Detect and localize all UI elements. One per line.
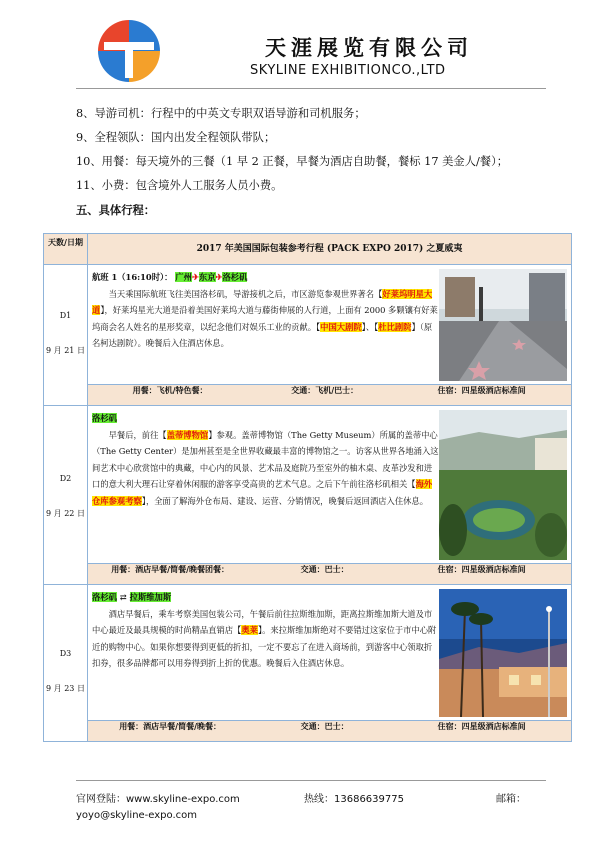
day-cell <box>44 406 88 585</box>
day-date: 9 月 23 日 <box>46 684 85 693</box>
text-run: 】、【 <box>361 321 379 332</box>
day-description <box>92 606 439 672</box>
day-cell <box>44 265 88 406</box>
transport-info: 交通：飞机/巴士： <box>291 384 359 395</box>
highlight-attraction: 海外仓库参观考察 <box>92 479 433 506</box>
day-date: 9 月 22 日 <box>46 509 85 518</box>
text-run: 当天乘国际航班飞往美国洛杉矶，导游接机之后，市区游览参观世界著名【 <box>108 288 383 299</box>
highlight-attraction: 中国大剧院 <box>320 321 362 332</box>
transport-info: 交通：巴士： <box>300 563 349 574</box>
footer-email-label: 邮箱： <box>496 794 526 805</box>
header-divider <box>76 88 546 89</box>
note-item: 8、导游司机：行程中的中英文专职双语导游和司机服务； <box>76 107 366 120</box>
footer-phone: 热线：13686639775 <box>304 794 404 805</box>
highlight-attraction: 奥莱 <box>241 625 258 636</box>
day-meta-row <box>44 720 572 741</box>
highlight-attraction: 杜比剧院 <box>378 321 412 332</box>
hotel-info: 住宿：四星级酒店标准间 <box>437 563 526 574</box>
note-item: 9、全程领队：国内出发全程领队带队； <box>76 131 276 144</box>
day-number: D3 <box>59 649 72 658</box>
text-run: 】参观。盖蒂博物馆（The Getty Museum）所属的盖蒂中心（The Getty Center）是加州甚至是全世界收藏最丰富的博物馆之一。访客从世界各地涌入这间艺术中心欣赏馆中的典藏，中心内的风景、艺术品及庭院乃至室外的柚木桌、皮革沙发和进口的意大利大理石让穿着休闲服的游客享受高贵的艺术气息。之后下午前往洛杉矶相关【 <box>92 429 439 490</box>
footer-divider <box>76 780 546 781</box>
header-title: 2017 年美国国际包装参考行程 (PACK EXPO 2017) 之夏威夷 <box>88 234 572 265</box>
highlight-attraction: 盖蒂博物馆 <box>166 429 209 440</box>
company-name-en: SKYLINE EXHIBITIONCO.,LTD <box>250 63 446 78</box>
itinerary-table <box>43 233 572 742</box>
day-content <box>88 265 572 385</box>
hotel-info: 住宿：四星级酒店标准间 <box>437 384 526 395</box>
route-line <box>92 410 439 427</box>
route-city: 洛杉矶 <box>222 272 248 282</box>
day-cell <box>44 585 88 742</box>
day-text <box>92 269 439 352</box>
day-meta-row <box>44 384 572 405</box>
table-header-row <box>44 234 572 265</box>
table-row <box>44 585 572 721</box>
day-meta <box>88 563 572 584</box>
highlight-attraction: 好莱坞明星大道 <box>92 288 433 316</box>
company-name-cn: 天涯展览有限公司 <box>265 36 473 60</box>
plane-icon: ✈ <box>215 272 223 282</box>
transport-info: 交通：巴士： <box>300 720 349 731</box>
note-item: 10、用餐：每天境外的三餐（1 早 2 正餐，早餐为酒店自助餐，餐标 17 美金人/餐）； <box>76 155 509 168</box>
table-row <box>44 406 572 564</box>
route-city: 拉斯维加斯 <box>129 592 172 602</box>
text-run: 】，好莱坞星光大道是沿着美国好莱坞大道与藤街伸展的人行道，上面有 2000 多颗镶有好莱坞商会名人姓名的星形奖章，以纪念他们对娱乐工业的贡献。【 <box>92 305 438 332</box>
route-city: 洛杉矶 <box>92 413 117 423</box>
meal-info: 用餐：飞机/特色餐： <box>132 384 208 395</box>
day-text <box>92 410 439 510</box>
flight-label: 航班 1（16:10时）： <box>92 272 173 282</box>
text-run: 】。来拉斯维加斯绝对不要错过这家位于市中心附近的购物中心。如果你想要得到更低的折扣，一定不要忘了在进入商场前，到游客中心领取折扣券，很多品牌都可以用券得到折上折的优惠。晚餐后入住酒店休息。 <box>92 625 437 669</box>
plane-icon: ✈ <box>191 272 199 282</box>
page-header <box>0 0 600 88</box>
note-item: 11、小费：包含境外人工服务人员小费。 <box>76 179 283 192</box>
route-line <box>92 269 439 286</box>
day-meta-row <box>44 563 572 584</box>
hotel-info: 住宿：四星级酒店标准间 <box>437 720 526 731</box>
table-row <box>44 265 572 385</box>
day-content <box>88 406 572 564</box>
text-run: 酒店早餐后，乘车考察美国包装公司，午餐后前往拉斯维加斯，距离拉斯维加斯大道及市中心最近及最具规模的时尚精品直销店【 <box>92 608 433 636</box>
route-line <box>92 589 439 606</box>
day-content <box>88 585 572 721</box>
route-city: 广州 <box>175 272 192 282</box>
page-footer <box>76 790 576 821</box>
photo-getty-center <box>439 410 567 560</box>
route-city: 东京 <box>198 272 216 282</box>
text-run: 早餐后，前往【 <box>108 429 167 440</box>
bus-icon: ⇄ <box>119 592 127 602</box>
photo-outlet-mall <box>439 589 567 717</box>
photo-walk-of-fame <box>439 269 567 381</box>
footer-website[interactable]: 官网登陆：www.skyline-expo.com <box>76 794 240 805</box>
header-day: 天数/日期 <box>44 234 88 265</box>
section-title: 五、具体行程： <box>76 203 156 217</box>
footer-email[interactable]: yoyo@skyline-expo.com <box>76 810 198 821</box>
text-run: 】，全面了解海外仓布局、建设、运营、分销情况，晚餐后返回酒店入住休息。 <box>141 495 429 506</box>
day-text <box>92 589 439 672</box>
day-meta <box>88 384 572 405</box>
day-number: D1 <box>59 311 72 320</box>
meal-info: 用餐：酒店早餐/简餐/晚餐团餐： <box>111 563 230 574</box>
day-date: 9 月 21 日 <box>46 346 85 355</box>
service-notes <box>76 102 576 222</box>
day-meta <box>88 720 572 741</box>
route-city: 洛杉矶 <box>92 592 117 602</box>
day-description <box>92 286 439 352</box>
meal-info: 用餐：酒店早餐/简餐/晚餐： <box>119 720 222 731</box>
text-run: 】（原名柯达剧院）。晚餐后入住酒店休息。 <box>92 321 433 349</box>
company-logo <box>96 18 162 84</box>
day-description <box>92 427 439 510</box>
day-number: D2 <box>59 474 72 483</box>
